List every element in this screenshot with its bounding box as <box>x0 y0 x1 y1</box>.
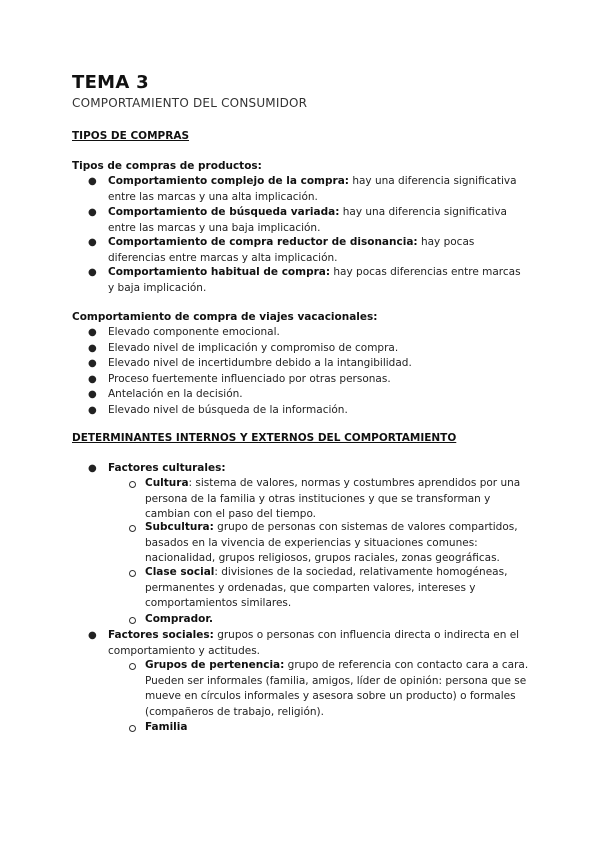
sub-list-item: Cultura: sistema de valores, normas y costumbres aprendidos por una persona de la familia y otras instituciones y que se transforman y cambian con el paso del tiempo. <box>145 477 521 520</box>
circle-bullet-icon <box>129 725 136 732</box>
sub-list-item: Comprador. <box>145 613 214 625</box>
circle-bullet-icon <box>129 617 136 624</box>
circle-bullet-icon <box>129 481 136 488</box>
bullet-icon: ● <box>88 405 97 416</box>
circle-bullet-icon <box>129 525 136 532</box>
bullet-icon: ● <box>88 237 97 248</box>
document-title: TEMA 3 <box>72 72 150 93</box>
subhead-viajes-vacacionales: Comportamiento de compra de viajes vacacionales: <box>72 311 378 323</box>
sub-list-item: Familia <box>145 721 188 733</box>
subhead-tipos-compras-productos: Tipos de compras de productos: <box>72 160 262 172</box>
list-item: Elevado nivel de búsqueda de la información. <box>108 404 348 416</box>
list-item: Antelación en la decisión. <box>108 388 243 400</box>
sub-list-item: Clase social: divisiones de la sociedad, relativamente homogéneas, permanentes y ordenadas, que comparten valores, intereses y comportamientos similares. <box>145 566 508 609</box>
bullet-icon: ● <box>88 358 97 369</box>
list-item: Comportamiento de compra reductor de disonancia: hay pocas diferencias entre marcas y alta implicación. <box>108 236 475 264</box>
section-heading-determinantes: DETERMINANTES INTERNOS Y EXTERNOS DEL COMPORTAMIENTO <box>72 432 457 444</box>
section-heading-tipos-de-compras: TIPOS DE COMPRAS <box>72 130 190 142</box>
circle-bullet-icon <box>129 663 136 670</box>
bullet-icon: ● <box>88 176 97 187</box>
list-item-factores-culturales: Factores culturales: <box>108 462 226 474</box>
bullet-icon: ● <box>88 327 97 338</box>
bullet-icon: ● <box>88 374 97 385</box>
document-subtitle: COMPORTAMIENTO DEL CONSUMIDOR <box>72 96 308 110</box>
list-item: Elevado nivel de implicación y compromiso de compra. <box>108 342 399 354</box>
bullet-icon: ● <box>88 267 97 278</box>
list-item: Elevado componente emocional. <box>108 326 280 338</box>
list-item: Comportamiento habitual de compra: hay pocas diferencias entre marcas y baja implicación. <box>108 266 521 294</box>
bullet-icon: ● <box>88 343 97 354</box>
bullet-icon: ● <box>88 207 97 218</box>
list-item: Proceso fuertemente influenciado por otras personas. <box>108 373 391 385</box>
circle-bullet-icon <box>129 570 136 577</box>
bullet-icon: ● <box>88 630 97 641</box>
list-item: Elevado nivel de incertidumbre debido a la intangibilidad. <box>108 357 412 369</box>
sub-list-item: Grupos de pertenencia: grupo de referencia con contacto cara a cara. Pueden ser informales (familia, amigos, líder de opinión: persona que se mueve en círculos informales y asesora sobre un producto) o formales (compañeros de trabajo, religión). <box>145 659 529 718</box>
bullet-icon: ● <box>88 463 97 474</box>
list-item-factores-sociales: Factores sociales: grupos o personas con influencia directa o indirecta en el comportamiento y actitudes. <box>108 629 520 657</box>
list-item: Comportamiento complejo de la compra: hay una diferencia significativa entre las marcas y una alta implicación. <box>108 175 517 203</box>
list-item: Comportamiento de búsqueda variada: hay una diferencia significativa entre las marcas y una baja implicación. <box>108 206 507 234</box>
sub-list-item: Subcultura: grupo de personas con sistemas de valores compartidos, basados en la vivencia de experiencias y situaciones comunes: nacionalidad, grupos religiosos, grupos raciales, zonas geográficas. <box>145 521 518 564</box>
bullet-icon: ● <box>88 389 97 400</box>
